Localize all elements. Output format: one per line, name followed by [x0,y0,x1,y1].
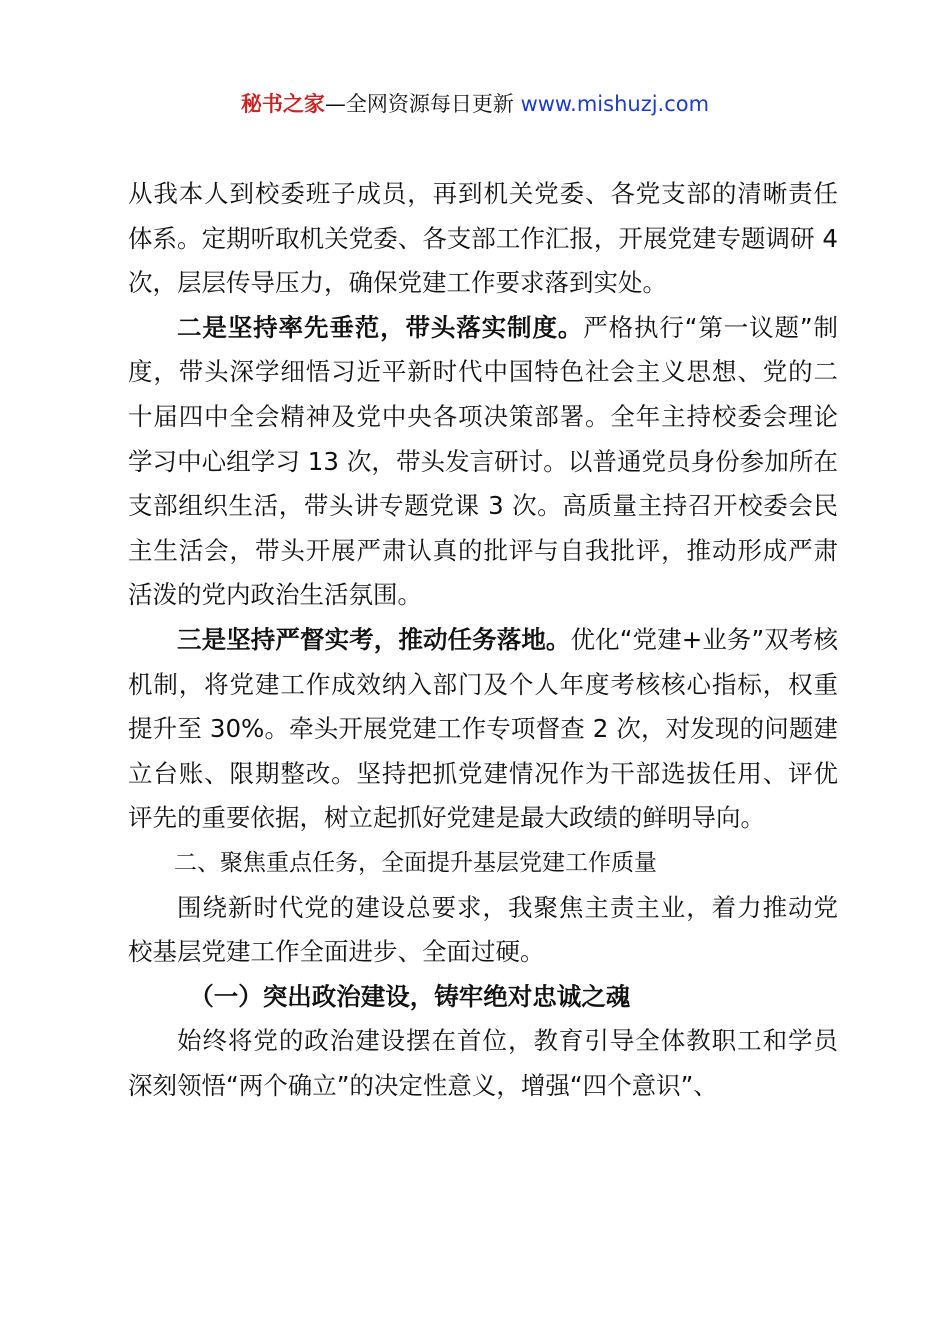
paragraph-body-text: 严格执行“第一议题”制度，带头深学细悟习近平新时代中国特色社会主义思想、党的二十届四中全会精神及党中央各项决策部署。全年主持校委会理论学习中心组学习 13 次，带头发言研讨。以普通党员身份参加所在支部组织生活，带头讲专题党课 3 次。高质量主持召开校委会民主生活会，带头开展严肃认真的批评与自我批评，推动形成严肃活泼的党内政治生活氛围。 [128,312,839,610]
paragraph-strict-assessment [128,618,838,841]
paragraph-section-intro: 围绕新时代党的建设总要求，我聚焦主责主业，着力推动党校基层党建工作全面进步、全面过硬。 [128,892,838,967]
site-header [0,88,950,120]
paragraph-lead-title: 三是坚持严督实考，推动任务落地。 [177,624,571,654]
document-body [128,172,838,1108]
paragraph-responsibility-system: 从我本人到校委班子成员，再到机关党委、各党支部的清晰责任体系。定期听取机关党委、各支部工作汇报，开展党建专题调研 4 次，层层传导压力，确保党建工作要求落到实处。 [128,179,838,298]
section-heading-2: 二、聚焦重点任务，全面提升基层党建工作质量 [174,849,657,876]
header-tagline: —全网资源每日更新 [324,92,521,116]
site-url-link[interactable]: www.mishuzj.com [520,92,710,116]
paragraph-body-text: 优化“党建+业务”双考核机制，将党建工作成效纳入部门及个人年度考核核心指标，权重提升至 30%。牵头开展党建工作专项督查 2 次，对发现的问题建立台账、限期整改。坚持把抓党建情况作为干部选拔任用、评优评先的重要依据，树立起抓好党建是最大政绩的鲜明导向。 [128,624,838,833]
subsection-heading-1: （一）突出政治建设，铸牢绝对忠诚之魂 [189,981,631,1011]
paragraph-lead-title: 二是坚持率先垂范，带头落实制度。 [177,312,584,342]
paragraph-lead-by-example [128,306,838,618]
paragraph-political-building: 始终将党的政治建设摆在首位，教育引导全体教职工和学员深刻领悟“两个确立”的决定性意义，增强“四个意识”、 [128,1026,838,1100]
brand-name: 秘书之家 [240,92,325,116]
